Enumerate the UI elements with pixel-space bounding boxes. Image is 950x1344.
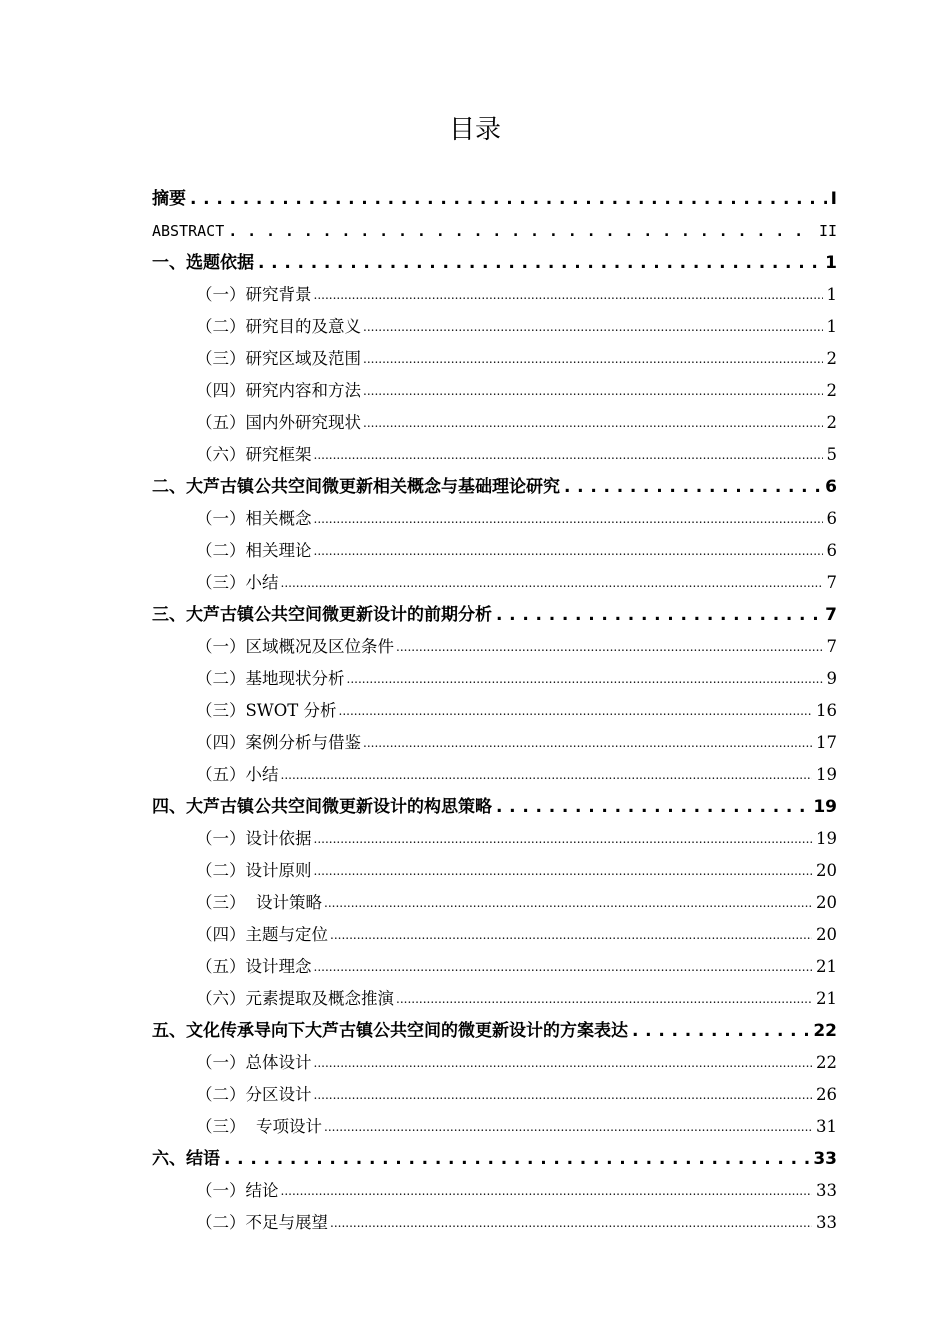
toc-entry-section[interactable] bbox=[196, 374, 837, 402]
toc-entry-label: 五、文化传承导向下大芦古镇公共空间的微更新设计的方案表达 bbox=[152, 1021, 628, 1041]
toc-entry-chapter-2[interactable] bbox=[152, 470, 837, 498]
dot-leader bbox=[324, 1116, 812, 1138]
toc-entry-section[interactable] bbox=[196, 310, 837, 338]
toc-entry-chapter-4[interactable] bbox=[152, 790, 837, 818]
dot-leader bbox=[281, 1180, 813, 1202]
toc-entry-page: 7 bbox=[825, 605, 837, 625]
toc-entry-label: 六、结语 bbox=[152, 1149, 220, 1169]
toc-entry-section[interactable] bbox=[196, 982, 837, 1010]
dot-leader bbox=[314, 540, 823, 562]
dot-leader bbox=[347, 668, 823, 690]
toc-entry-label: （三） 设计策略 bbox=[196, 893, 322, 912]
toc-entry-page: 21 bbox=[816, 989, 837, 1008]
toc-entry-section[interactable] bbox=[196, 758, 837, 786]
dot-leader bbox=[281, 764, 813, 786]
toc-entry-page: 16 bbox=[816, 701, 837, 720]
toc-entry-section[interactable] bbox=[196, 502, 837, 530]
dot-leader bbox=[363, 732, 812, 754]
toc-entry-page: 26 bbox=[816, 1085, 837, 1104]
toc-entry-label: （一）总体设计 bbox=[196, 1053, 312, 1072]
dot-leader bbox=[330, 924, 812, 946]
toc-entry-page: 22 bbox=[813, 1021, 837, 1041]
toc-entry-section[interactable] bbox=[196, 438, 837, 466]
toc-entry-section[interactable] bbox=[196, 694, 837, 722]
toc-entry-label: （三）研究区域及范围 bbox=[196, 349, 361, 368]
toc-entry-page: 7 bbox=[826, 637, 837, 656]
dot-leader bbox=[188, 188, 827, 210]
toc-entry-label: （五）小结 bbox=[196, 765, 279, 784]
dot-leader bbox=[363, 412, 823, 434]
dot-leader bbox=[363, 380, 823, 402]
toc-entry-section[interactable] bbox=[196, 1174, 837, 1202]
toc-entry-label: （三）小结 bbox=[196, 573, 279, 592]
toc-entry-section[interactable] bbox=[196, 1206, 837, 1234]
toc-entry-page: 21 bbox=[816, 957, 837, 976]
dot-leader bbox=[330, 1212, 812, 1234]
toc-entry-page: I bbox=[830, 189, 837, 209]
toc-entry-section[interactable] bbox=[196, 662, 837, 690]
toc-entry-page: 33 bbox=[813, 1149, 837, 1169]
toc-entry-page: 22 bbox=[816, 1053, 837, 1072]
toc-entry-page: 19 bbox=[816, 765, 837, 784]
toc-entry-page: 1 bbox=[825, 253, 837, 273]
toc-entry-page: 31 bbox=[816, 1117, 837, 1136]
toc-entry-label: （四）主题与定位 bbox=[196, 925, 328, 944]
toc-entry-section[interactable] bbox=[196, 726, 837, 754]
dot-leader bbox=[630, 1020, 809, 1042]
toc-entry-label: （二）分区设计 bbox=[196, 1085, 312, 1104]
dot-leader bbox=[314, 1084, 813, 1106]
toc-entry-page: 1 bbox=[826, 285, 837, 304]
dot-leader bbox=[314, 444, 823, 466]
toc-entry-label: （五）设计理念 bbox=[196, 957, 312, 976]
toc-entry-page: 2 bbox=[826, 413, 837, 432]
toc-entry-label: ABSTRACT bbox=[152, 222, 225, 240]
toc-entry-label: （二）设计原则 bbox=[196, 861, 312, 880]
toc-entry-label: （二）不足与展望 bbox=[196, 1213, 328, 1232]
toc-entry-page: 6 bbox=[826, 541, 837, 560]
toc-entry-section[interactable] bbox=[196, 630, 837, 658]
toc-entry-chapter-5[interactable] bbox=[152, 1014, 837, 1042]
toc-entry-abstract-en[interactable] bbox=[152, 214, 837, 242]
toc-entry-section[interactable] bbox=[196, 278, 837, 306]
toc-entry-label: 四、大芦古镇公共空间微更新设计的构思策略 bbox=[152, 797, 492, 817]
toc-entry-page: 7 bbox=[826, 573, 837, 592]
toc-entry-label: （一）设计依据 bbox=[196, 829, 312, 848]
dot-leader bbox=[314, 828, 813, 850]
toc-entry-label: （一）区域概况及区位条件 bbox=[196, 637, 394, 656]
dot-leader bbox=[396, 636, 823, 658]
dot-leader bbox=[324, 892, 812, 914]
toc-entry-abstract-cn[interactable] bbox=[152, 182, 837, 210]
toc-entry-page: 33 bbox=[816, 1213, 837, 1232]
toc-entry-label: 二、大芦古镇公共空间微更新相关概念与基础理论研究 bbox=[152, 477, 560, 497]
dot-leader bbox=[281, 572, 823, 594]
toc-entry-section[interactable] bbox=[196, 950, 837, 978]
toc-entry-label: （一）研究背景 bbox=[196, 285, 312, 304]
dot-leader bbox=[339, 700, 812, 722]
toc-entry-label: （四）研究内容和方法 bbox=[196, 381, 361, 400]
toc-entry-label: （二）研究目的及意义 bbox=[196, 317, 361, 336]
dot-leader bbox=[494, 796, 809, 818]
dot-leader bbox=[494, 604, 821, 626]
dot-leader bbox=[363, 348, 823, 370]
toc-entry-label: （二）相关理论 bbox=[196, 541, 312, 560]
toc-entry-label: （五）国内外研究现状 bbox=[196, 413, 361, 432]
toc-entry-label: 摘要 bbox=[152, 189, 186, 209]
toc-entry-label: （六）研究框架 bbox=[196, 445, 312, 464]
toc-entry-page: 2 bbox=[826, 349, 837, 368]
toc-entry-section[interactable] bbox=[196, 566, 837, 594]
toc-entry-section[interactable] bbox=[196, 886, 837, 914]
toc-entry-page: 19 bbox=[816, 829, 837, 848]
toc-entry-page: 33 bbox=[816, 1181, 837, 1200]
dot-leader bbox=[314, 284, 823, 306]
toc-entry-label: （三） 专项设计 bbox=[196, 1117, 322, 1136]
toc-entry-page: 6 bbox=[825, 477, 837, 497]
toc-entry-section[interactable] bbox=[196, 822, 837, 850]
toc-entry-page: 6 bbox=[826, 509, 837, 528]
toc-entry-label: 三、大芦古镇公共空间微更新设计的前期分析 bbox=[152, 605, 492, 625]
toc-entry-label: （六）元素提取及概念推演 bbox=[196, 989, 394, 1008]
dot-leader bbox=[256, 252, 821, 274]
toc-entry-page: 1 bbox=[826, 317, 837, 336]
dot-leader bbox=[222, 1148, 809, 1170]
toc-entry-section[interactable] bbox=[196, 918, 837, 946]
dot-leader bbox=[396, 988, 812, 1010]
dot-leader bbox=[314, 860, 813, 882]
toc-entry-section[interactable] bbox=[196, 1078, 837, 1106]
dot-leader bbox=[363, 316, 823, 338]
toc-entry-label: 一、选题依据 bbox=[152, 253, 254, 273]
toc-entry-label: （四）案例分析与借鉴 bbox=[196, 733, 361, 752]
toc-entry-section[interactable] bbox=[196, 534, 837, 562]
dot-leader bbox=[314, 1052, 813, 1074]
toc-entry-page: 9 bbox=[826, 669, 837, 688]
toc-entry-page: 17 bbox=[816, 733, 837, 752]
dot-leader bbox=[226, 220, 815, 242]
dot-leader bbox=[314, 508, 823, 530]
toc-entry-page: 5 bbox=[826, 445, 837, 464]
toc-entry-page: 20 bbox=[816, 861, 837, 880]
toc-entry-section[interactable] bbox=[196, 406, 837, 434]
toc-entry-chapter-1[interactable] bbox=[152, 246, 837, 274]
dot-leader bbox=[314, 956, 813, 978]
toc-entry-chapter-3[interactable] bbox=[152, 598, 837, 626]
toc-entry-section[interactable] bbox=[196, 854, 837, 882]
toc-entry-page: 20 bbox=[816, 893, 837, 912]
toc-entry-page: II bbox=[818, 222, 837, 240]
toc-entry-label: （三）SWOT 分析 bbox=[196, 701, 337, 720]
toc-entry-page: 20 bbox=[816, 925, 837, 944]
toc-entry-chapter-6[interactable] bbox=[152, 1142, 837, 1170]
toc-entry-page: 19 bbox=[813, 797, 837, 817]
toc-entry-label: （一）相关概念 bbox=[196, 509, 312, 528]
toc-entry-label: （二）基地现状分析 bbox=[196, 669, 345, 688]
page-title: 目录 bbox=[448, 115, 501, 145]
dot-leader bbox=[562, 476, 821, 498]
toc-entry-section[interactable] bbox=[196, 1110, 837, 1138]
toc-entry-section[interactable] bbox=[196, 1046, 837, 1074]
toc-entry-label: （一）结论 bbox=[196, 1181, 279, 1200]
toc-entry-section[interactable] bbox=[196, 342, 837, 370]
toc-entry-page: 2 bbox=[826, 381, 837, 400]
